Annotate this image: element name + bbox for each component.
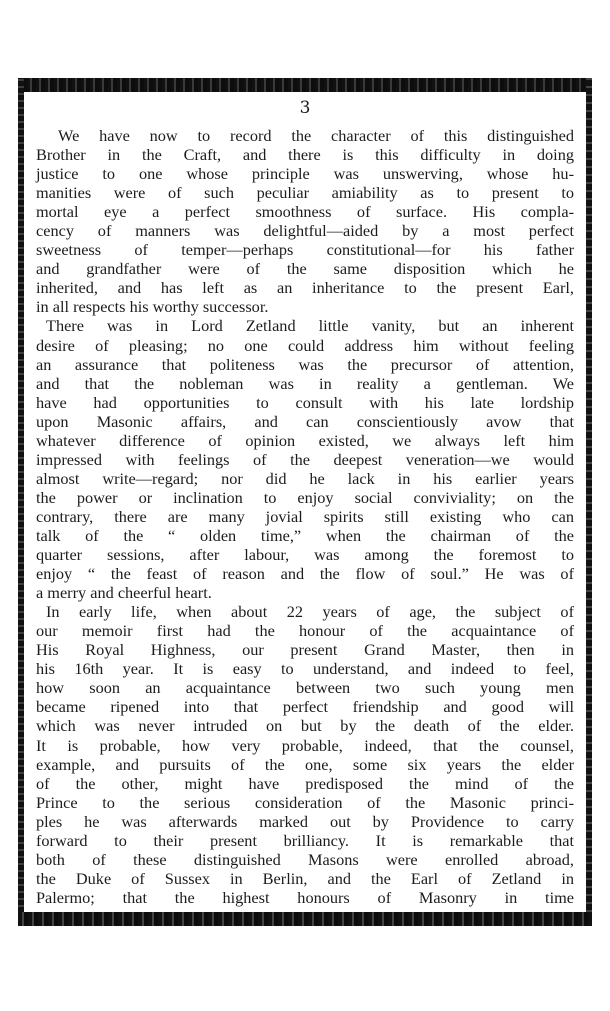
text-line: an assurance that politeness was the precursor of attention, [36,354,574,374]
text-line: mortal eye a perfect smoothness of surface. His compla- [36,202,574,222]
text-line: cency of manners was delightful—aided by a most perfect [36,221,574,241]
page-border-top [18,78,592,92]
text-line: ples he was afterwards marked out by Providence to carry [36,811,574,831]
text-line: a merry and cheerful heart. [36,583,212,603]
text-line: Brother in the Craft, and there is this difficulty in doing [36,145,574,165]
text-line: the Duke of Sussex in Berlin, and the Earl of Zetland in [36,868,574,888]
text-line: have had opportunities to consult with his late lordship [36,392,574,412]
text-line: manities were of such peculiar amiability as to present to [36,183,574,203]
page-number: 3 [299,98,311,118]
text-line: whatever difference of opinion existed, we always left him [36,430,574,450]
text-line: Palermo; that the highest honours of Masonry in time [36,887,574,907]
text-line: desire of pleasing; no one could address him without feeling [36,335,574,355]
text-line: There was in Lord Zetland little vanity, but an inherent [46,316,574,336]
text-line: our memoir first had the honour of the acquaintance of [36,621,574,641]
text-line: and grandfather were of the same disposition which he [36,259,574,279]
text-line: impressed with feelings of the deepest veneration—we would [36,449,574,469]
text-line: which was never intruded on but by the death of the elder. [36,716,574,736]
text-line: We have now to record the character of this distinguished [58,126,574,145]
text-line: In early life, when about 22 years of age, the subject of [46,602,574,622]
page-border-bottom [18,912,592,926]
text-line: became ripened into that perfect friendship and good will [36,697,574,717]
text-line: how soon an acquaintance between two such young men [36,678,574,698]
text-line: the power or inclination to enjoy social conviviality; on the [36,487,574,507]
text-line: both of these distinguished Masons were enrolled abroad, [36,849,574,869]
text-line: His Royal Highness, our present Grand Master, then in [36,640,574,660]
text-line: talk of the “ olden time,” when the chairman of the [36,525,574,545]
text-line: example, and pursuits of the one, some six years the elder [36,754,574,774]
page-border-left [18,78,24,926]
text-line: It is probable, how very probable, indeed, that the counsel, [36,735,574,755]
text-line: quarter sessions, after labour, was among the foremost to [36,545,574,565]
text-line: inherited, and has left as an inheritance to the present Earl, [36,278,574,298]
text-line: forward to their present brilliancy. It is remarkable that [36,830,574,850]
text-line: Prince to the serious consideration of the Masonic princi- [36,792,574,812]
text-line: and that the nobleman was in reality a gentleman. We [36,373,574,393]
text-line: in all respects his worthy successor. [36,297,269,317]
text-line: of the other, might have predisposed the mind of the [36,773,574,793]
text-line: sweetness of temper—perhaps constitutional—for his father [36,240,574,260]
text-line: contrary, there are many jovial spirits still existing who can [36,506,574,526]
text-line: justice to one whose principle was unswerving, whose hu- [36,164,574,184]
text-line: upon Masonic affairs, and can conscientiously avow that [36,411,574,431]
text-line: almost write—regard; nor did he lack in his earlier years [36,468,574,488]
text-line: enjoy “ the feast of reason and the flow of soul.” He was of [36,564,574,584]
body-text [36,126,574,907]
text-line: his 16th year. It is easy to understand, and indeed to feel, [36,659,574,679]
page-border-right [586,78,592,926]
